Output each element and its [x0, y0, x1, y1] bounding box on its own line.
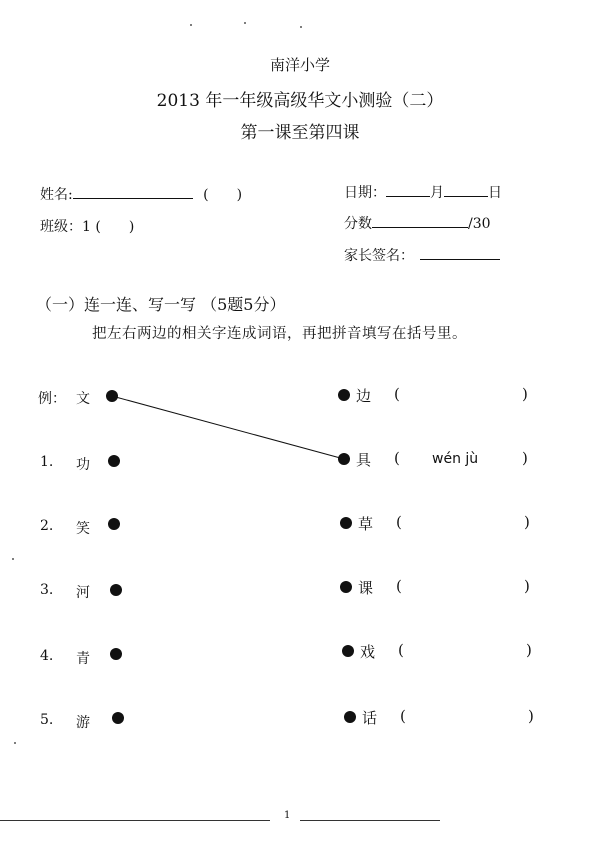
right-dot[interactable]: [344, 711, 356, 723]
right-item-char: 话: [362, 709, 378, 727]
score-total: /30: [468, 216, 491, 232]
answer-close-paren: ): [524, 513, 530, 531]
footer-rule-left: [0, 820, 270, 821]
left-dot[interactable]: [110, 648, 122, 660]
left-item-char: 河: [76, 585, 90, 601]
answer-open-paren: (: [398, 641, 404, 659]
right-dot[interactable]: [340, 517, 352, 529]
left-dot[interactable]: [108, 455, 120, 467]
example-connector-line: [112, 396, 344, 459]
left-item-num: 5.: [40, 712, 54, 728]
answer-close-paren: ): [522, 385, 528, 403]
right-item-char: 边: [356, 387, 372, 405]
left-item-num: 例：: [38, 391, 66, 407]
score-label: 分数: [344, 216, 372, 232]
answer-open-paren: (: [396, 513, 402, 531]
answer-close-paren: ): [524, 577, 530, 595]
test-title: 2013 年一年级高级华文小测验（二）: [156, 91, 444, 111]
left-item-num: 3.: [40, 582, 54, 598]
scan-speck: [190, 24, 192, 26]
page-number: 1: [284, 810, 291, 821]
left-item-char: 笑: [76, 521, 90, 537]
right-item-char: 草: [358, 515, 374, 533]
section-instruction: 把左右两边的相关字连成词语，再把拼音填写在括号里。: [92, 326, 467, 342]
answer-open-paren: (: [396, 577, 402, 595]
right-item-char: 课: [358, 579, 374, 597]
right-item-char: 具: [356, 451, 372, 469]
name-label: 姓名:: [40, 187, 73, 203]
left-dot[interactable]: [106, 390, 118, 402]
date-label: 日期：: [344, 185, 386, 201]
section-title: （一）连一连、写一写 （5题5分）: [36, 295, 286, 314]
left-item-num: 1.: [40, 454, 54, 470]
answer-pinyin[interactable]: wén jù: [432, 451, 479, 467]
scan-speck: [300, 26, 302, 28]
scan-speck: [244, 22, 246, 24]
answer-close-paren: ): [526, 641, 532, 659]
month-label: 月: [430, 185, 444, 201]
right-dot[interactable]: [342, 645, 354, 657]
day-label: 日: [488, 185, 502, 201]
right-item-char: 戏: [360, 643, 376, 661]
right-dot[interactable]: [340, 581, 352, 593]
answer-close-paren: ): [522, 449, 528, 467]
answer-open-paren: (: [394, 385, 400, 403]
left-dot[interactable]: [112, 712, 124, 724]
answer-close-paren: ): [528, 707, 534, 725]
left-dot[interactable]: [110, 584, 122, 596]
scan-speck: [14, 742, 16, 744]
right-dot[interactable]: [338, 389, 350, 401]
name-paren: ( ): [203, 187, 243, 203]
test-subtitle: 第一课至第四课: [240, 123, 360, 143]
left-dot[interactable]: [108, 518, 120, 530]
scan-speck: [12, 558, 14, 560]
answer-open-paren: (: [400, 707, 406, 725]
left-item-num: 2.: [40, 518, 54, 534]
left-item-num: 4.: [40, 648, 54, 664]
answer-open-paren: (: [394, 449, 400, 467]
left-item-char: 文: [76, 391, 90, 407]
footer-rule-right: [300, 820, 440, 821]
left-item-char: 功: [76, 457, 90, 473]
left-item-char: 游: [76, 715, 90, 731]
right-dot[interactable]: [338, 453, 350, 465]
parent-sign-label: 家长签名：: [344, 248, 414, 264]
left-item-char: 青: [76, 651, 90, 667]
school-name: 南洋小学: [269, 56, 330, 74]
class-line: 班级：1 ( ): [40, 219, 135, 235]
